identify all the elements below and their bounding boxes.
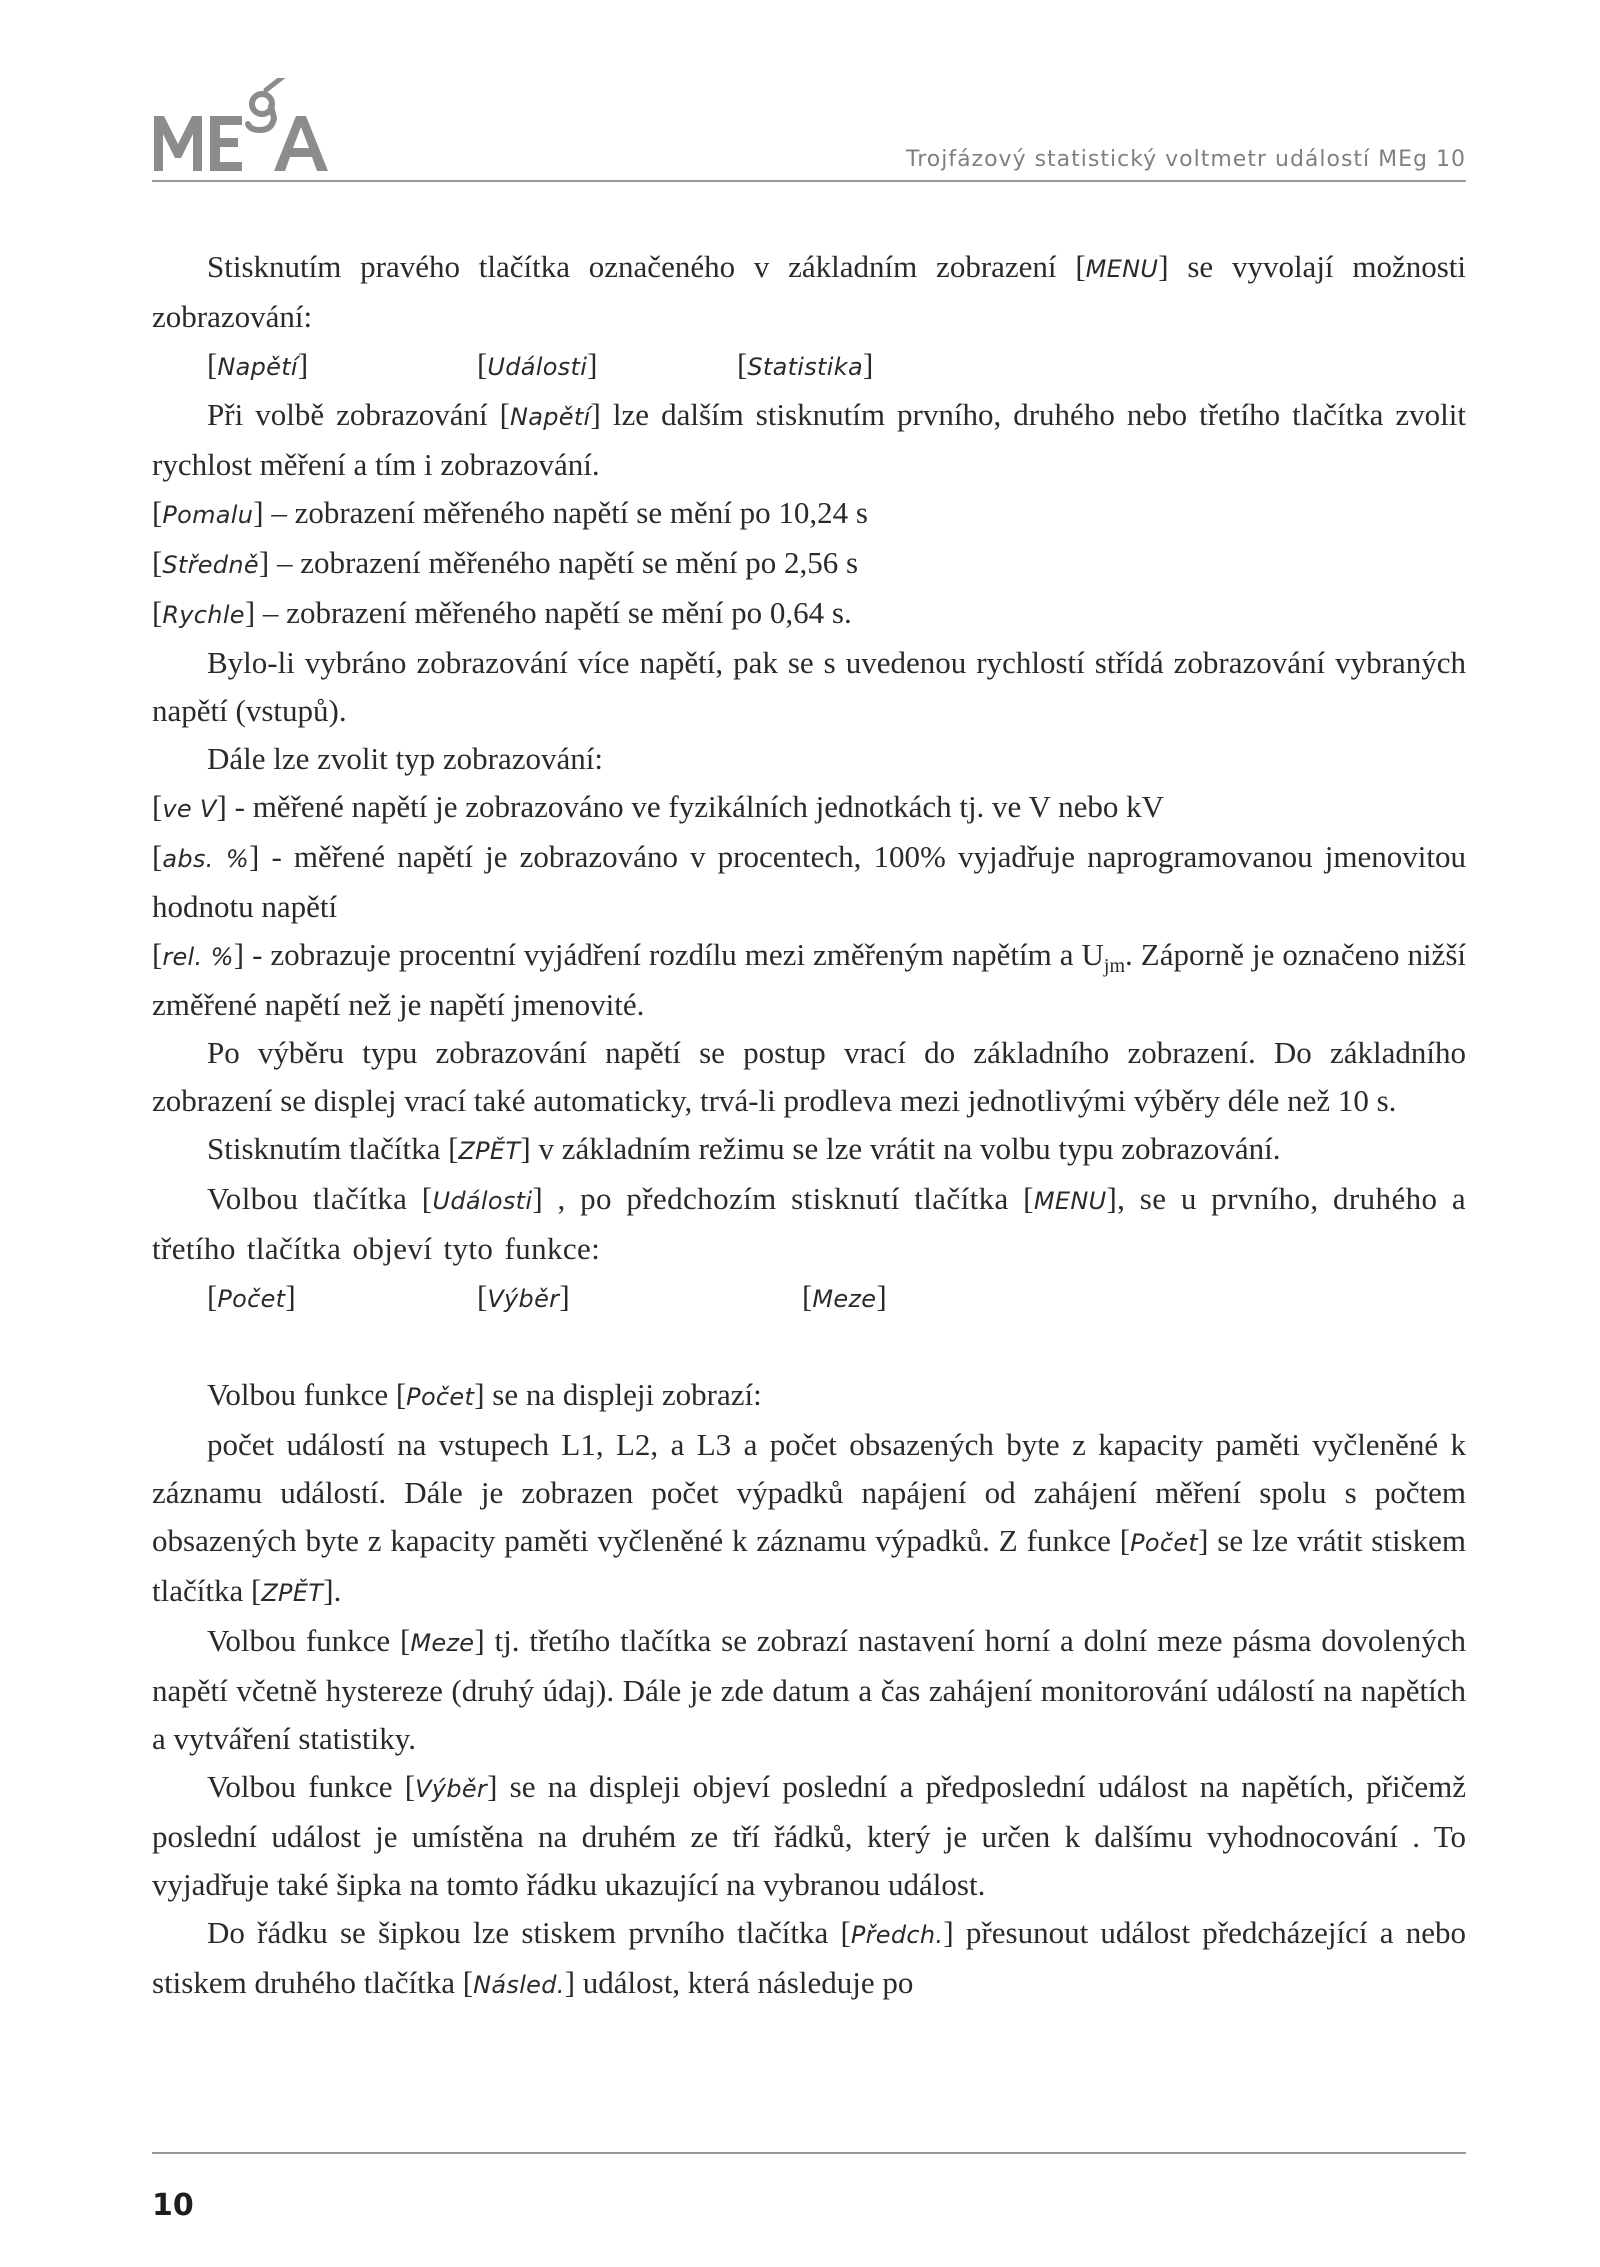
paragraph-multiple-voltages: Bylo-li vybráno zobrazování více napětí, pak se s uvedenou rychlostí střídá zobrazování vybraných napětí (vstupů). (152, 645, 1466, 728)
paragraph-vyber-function: Volbou funkce [Výběr] se na displeji objeví poslední a předposlední událost na napětích, přičemž poslední událost je umístěna na druhém ze tří řádků, který je určen k dalšímu vyhodnocování . To vyjadřuje také šipka na tomto řádku ukazující na vybranou událost. (152, 1769, 1466, 1902)
paragraph-meze-function: Volbou funkce [Meze] tj. třetího tlačítka se zobrazí nastavení horní a dolní meze pásma dovolených napětí včetně hystereze (druhý údaj). Dále je zde datum a čas zahájení monitorování událostí na napětích a vytváření statistiky. (152, 1623, 1466, 1756)
option-vyber: [Výběr] (477, 1279, 570, 1314)
header-title: Trojfázový statistický voltmetr událostí MEg 10 (905, 147, 1466, 172)
footer-divider (152, 2152, 1466, 2154)
type-abs-percent: [abs. %] - měřené napětí je zobrazováno v procentech, 100% vyjadřuje naprogramovanou jmenovitou hodnotu napětí (152, 839, 1467, 924)
speed-pomalu: [Pomalu] – zobrazení měřeného napětí se mění po 10,24 s (152, 495, 868, 530)
paragraph-predch-nasled: Do řádku se šipkou lze stiskem prvního tlačítka [Předch.] přesunout událost předcházející a nebo stiskem druhého tlačítka [Násled.] událost, která následuje po (152, 1915, 1466, 2000)
paragraph-menu-intro: Stisknutím pravého tlačítka označeného v základním zobrazení [MENU] se vyvolají možnosti zobrazování: (152, 249, 1466, 334)
page-number: 10 (152, 2188, 194, 2223)
option-udalosti: [Události] (477, 347, 598, 382)
header-divider (152, 180, 1466, 182)
paragraph-pocet-details: počet událostí na vstupech L1, L2, a L3 a počet obsazených byte z kapacity paměti vyčleněné k záznamu událostí. Dále je zobrazen počet výpadků napájení od zahájení měření spolu s počtem obsazených byte z kapacity paměti vyčleněné k záznamu výpadků. Z funkce [Počet] se lze vrátit stiskem tlačítka [ZPĚT]. (152, 1427, 1466, 1608)
paragraph-display-type: Dále lze zvolit typ zobrazování: (207, 741, 603, 776)
options-row-main-menu (152, 341, 1466, 391)
body-text (152, 243, 1466, 2009)
type-rel-percent: [rel. %] - zobrazuje procentní vyjádření rozdílu mezi změřeným napětím a $U_{jm}$. Záporně je označeno nižší změřené napětí než je napětí jmenovité. (152, 937, 1466, 1022)
type-ve-v: [ve V] - měřené napětí je zobrazováno ve fyzikálních jednotkách tj. ve V nebo kV (152, 789, 1164, 824)
paragraph-pocet-function: Volbou funkce [Počet] se na displeji zobrazí: (207, 1377, 762, 1412)
option-pocet: [Počet] (207, 1279, 296, 1314)
option-meze: [Meze] (802, 1279, 887, 1314)
paragraph-zpet: Stisknutím tlačítka [ZPĚT] v základním režimu se lze vrátit na volbu typu zobrazování. (207, 1131, 1281, 1166)
speed-stredne: [Středně] – zobrazení měřeného napětí se mění po 2,56 s (152, 545, 859, 580)
options-row-udalosti (152, 1273, 1466, 1323)
paragraph-return-basic: Po výběru typu zobrazování napětí se postup vrací do základního zobrazení. Do základního zobrazení se displej vrací také automaticky, trvá-li prodleva mezi jednotlivými výběry déle než 10 s. (152, 1035, 1466, 1118)
key-menu: MENU (1085, 255, 1159, 283)
option-napeti: [Napětí] (207, 347, 309, 382)
speed-rychle: [Rychle] – zobrazení měřeného napětí se mění po 0,64 s. (152, 595, 852, 630)
mega-logo (150, 78, 330, 178)
option-statistika: [Statistika] (737, 347, 874, 382)
paragraph-udalosti-menu: Volbou tlačítka [Události] , po předchozím stisknutí tlačítka [MENU], se u prvního, druhého a třetího tlačítka objeví tyto funkce: (152, 1181, 1467, 1266)
spacer (152, 1323, 1466, 1371)
paragraph-napeti-speed: Při volbě zobrazování [Napětí] lze dalším stisknutím prvního, druhého nebo třetího tlačítka zvolit rychlost měření a tím i zobrazování. (152, 397, 1466, 482)
